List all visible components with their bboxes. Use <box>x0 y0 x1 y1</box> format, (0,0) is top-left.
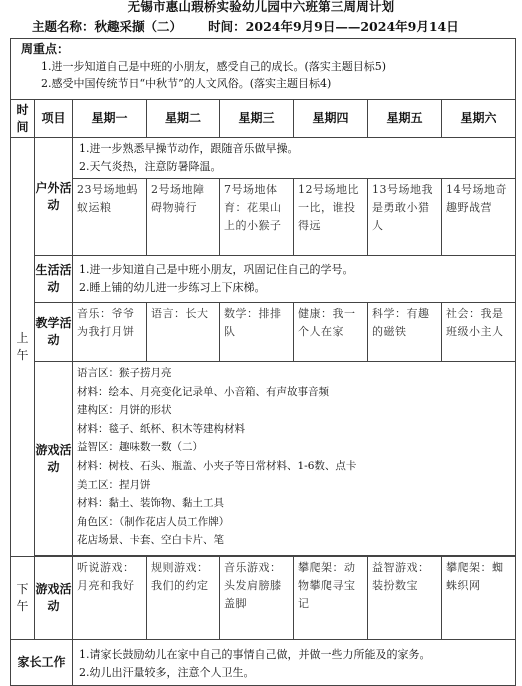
header-day-wed: 星期三 <box>220 100 294 138</box>
outdoor-tue: 2号场地障碍物骑行 <box>147 179 220 256</box>
outdoor-notes <box>73 138 516 179</box>
teaching-fri: 科学：有趣的磁铁 <box>368 303 442 362</box>
teaching-row <box>11 303 516 362</box>
document-title: 无锡市惠山瑕桥实验幼儿园中六班第三周周计划 <box>127 0 395 14</box>
game-line-2: 材料：绘本、月亮变化记录单、小音箱、有声故事音频 <box>77 385 329 398</box>
teaching-tue: 语言：长大 <box>147 303 220 362</box>
outdoor-mon: 23号场地蚂蚁运粮 <box>73 179 147 256</box>
game-line-7: 美工区：捏月饼 <box>77 478 151 491</box>
theme-value: 秋趣采撷（二） <box>94 19 183 34</box>
life-line-1: 1.进一步知道自己是中班小朋友，巩固记住自己的学号。 <box>79 263 354 276</box>
header-item: 项目 <box>35 100 73 138</box>
game-line-6: 材料：树枝、石头、瓶盖、小夹子等日常材料、1-6数、点卡 <box>77 459 357 472</box>
outdoor-thu: 12号场地比一比，谁投得远 <box>294 179 368 256</box>
header-time: 时间 <box>11 100 35 138</box>
outdoor-note-1: 1.进一步熟悉早操节动作，跟随音乐做早操。 <box>79 142 299 155</box>
afternoon-thu: 攀爬架：动物攀爬寻宝记 <box>294 557 368 640</box>
teaching-wed: 数学：排排队 <box>220 303 294 362</box>
header-day-thu: 星期四 <box>294 100 368 138</box>
family-line-2: 2.幼儿出汗量较多，注意个人卫生。 <box>79 666 255 679</box>
afternoon-wed: 音乐游戏：头发肩膀膝盖脚 <box>220 557 294 640</box>
teaching-mon: 音乐：爷爷为我打月饼 <box>73 303 147 362</box>
outdoor-wed: 7号场地体育：花果山上的小猴子 <box>220 179 294 256</box>
afternoon-mon: 听说游戏：月亮和我好 <box>73 557 147 640</box>
game-line-5: 益智区：趣味数一数（二） <box>77 441 203 454</box>
family-label: 家长工作 <box>11 640 73 686</box>
teaching-sat: 社会：我是班级小主人 <box>442 303 516 362</box>
outdoor-label: 户外活动 <box>35 138 73 256</box>
afternoon-tue: 规则游戏：我们的约定 <box>147 557 220 640</box>
game-line-3: 建构区：月饼的形状 <box>77 404 172 417</box>
game-line-9: 角色区：（制作花店人员工作牌） <box>77 515 230 528</box>
game-line-10: 花店场景、卡套、空白卡片、笔 <box>77 534 224 547</box>
life-line-2: 2.睡上铺的幼儿进一步练习上下床梯。 <box>79 281 266 294</box>
life-label: 生活活动 <box>35 256 73 303</box>
header-day-mon: 星期一 <box>73 100 147 138</box>
family-line-1: 1.请家长鼓励幼儿在家中自己的事情自己做，并做一些力所能及的家务。 <box>79 648 431 661</box>
afternoon-game-label: 游戏活动 <box>35 557 73 640</box>
time-label: 时间： <box>208 19 246 34</box>
header-day-fri: 星期五 <box>368 100 442 138</box>
header-day-tue: 星期二 <box>147 100 220 138</box>
teaching-thu: 健康：我一个人在家 <box>294 303 368 362</box>
family-work <box>73 640 516 686</box>
game-line-4: 材料：毯子、纸杯、积木等建构材料 <box>77 422 245 435</box>
focus-title: 周重点： <box>21 42 70 56</box>
afternoon-sat: 攀爬架：蜘蛛织网 <box>442 557 516 640</box>
afternoon-row <box>11 557 516 640</box>
morning-label: 上午 <box>11 138 35 557</box>
focus-line-2: 2.感受中国传统节日“中秋节”的人文风俗。(落实主题目标4) <box>41 77 332 90</box>
afternoon-label: 下午 <box>11 557 35 640</box>
focus-line-1: 1.进一步知道自己是中班的小朋友，感受自己的成长。(落实主题目标5) <box>41 60 387 73</box>
time-value: 2024年9月9日——2024年9月14日 <box>245 19 459 34</box>
afternoon-fri: 益智游戏：装扮数宝 <box>368 557 442 640</box>
outdoor-fri: 13号场地我是勇敢小猎人 <box>368 179 442 256</box>
weekly-plan-table <box>10 38 516 686</box>
game-line-1: 语言区：猴子捞月亮 <box>77 367 172 379</box>
week-focus <box>11 39 516 100</box>
teaching-label: 教学活动 <box>35 303 73 362</box>
header-day-sat: 星期六 <box>442 100 516 138</box>
game-line-8: 材料：黏土、装饰物、黏土工具 <box>77 497 224 510</box>
outdoor-row <box>11 179 516 256</box>
life-activities <box>73 256 516 303</box>
header-row <box>11 100 516 138</box>
outdoor-note-2: 2.天气炎热，注意防暑降温。 <box>79 160 222 173</box>
game-label: 游戏活动 <box>35 362 73 556</box>
theme-label: 主题名称： <box>32 19 95 34</box>
theme-line <box>32 17 459 35</box>
outdoor-sat: 14号场地奇趣野战营 <box>442 179 516 256</box>
game-areas <box>73 362 516 556</box>
